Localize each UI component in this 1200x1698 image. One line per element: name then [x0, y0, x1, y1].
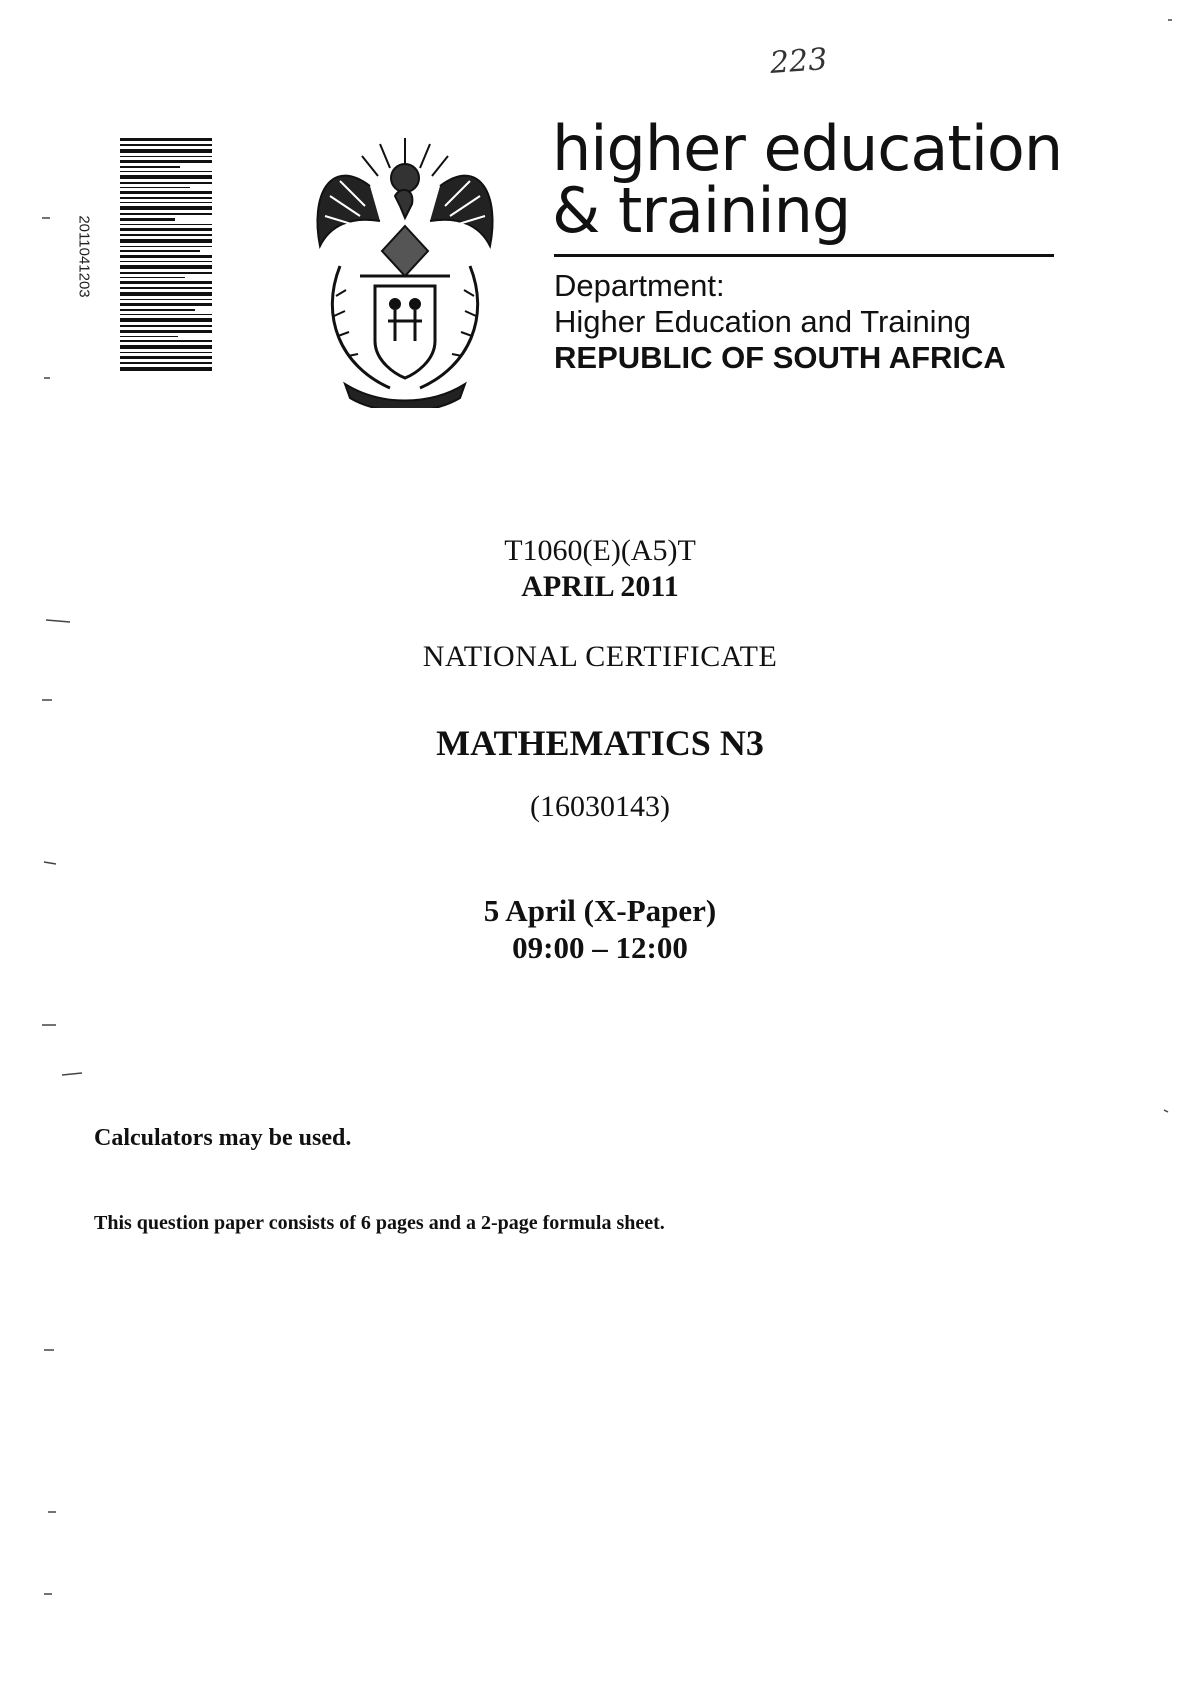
- department-name-block: [554, 268, 1006, 376]
- exam-session: APRIL 2011: [521, 570, 679, 603]
- coat-of-arms-icon: [300, 126, 510, 408]
- subject-code: (16030143): [530, 790, 670, 823]
- dept-name: Higher Education and Training: [554, 304, 972, 339]
- handwritten-page-mark: 223: [768, 42, 829, 81]
- dept-country: REPUBLIC OF SOUTH AFRICA: [554, 340, 1006, 375]
- certificate-title: NATIONAL CERTIFICATE: [422, 640, 778, 673]
- barcode-icon: [120, 138, 212, 374]
- calculator-note: Calculators may be used.: [94, 1125, 352, 1151]
- page-count-note: This question paper consists of 6 pages and a 2-page formula sheet.: [94, 1212, 665, 1234]
- exam-time: 09:00 – 12:00: [512, 930, 688, 965]
- dept-label: Department:: [554, 268, 725, 303]
- brand-title-line2: & training: [552, 174, 851, 247]
- department-brand-title: [552, 112, 1063, 247]
- brand-title-line1: higher education: [552, 112, 1063, 185]
- exam-date: 5 April (X-Paper): [483, 893, 717, 928]
- brand-divider: [554, 254, 1054, 257]
- barcode-number: 2011041203: [75, 215, 93, 298]
- subject-title: MATHEMATICS N3: [436, 723, 764, 763]
- paper-code: T1060(E)(A5)T: [504, 534, 696, 567]
